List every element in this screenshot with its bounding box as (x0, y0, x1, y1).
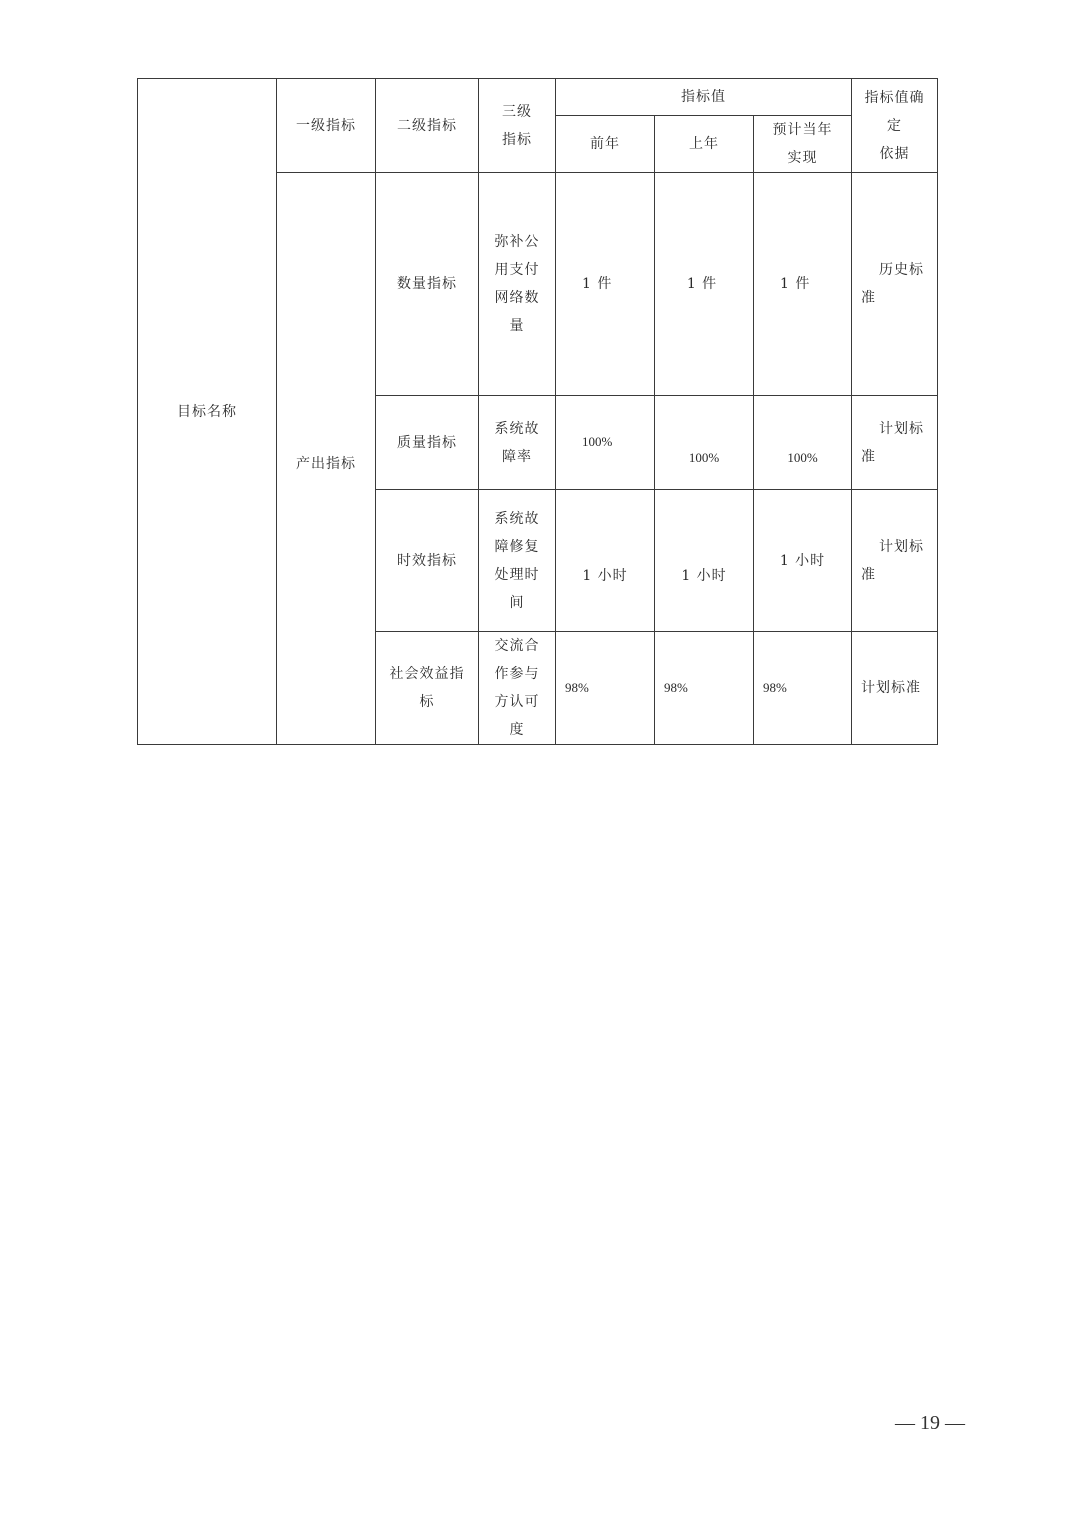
level1-header: 一级指标 (277, 79, 376, 173)
performance-indicator-table (137, 78, 938, 745)
current-value: 98% (754, 632, 852, 745)
prev1-value: 1 小时 (655, 490, 754, 632)
basis-header: 指标值确 定 依据 (852, 79, 938, 173)
level2-cell: 社会效益指 标 (376, 632, 479, 745)
prev1-header: 上年 (655, 116, 754, 173)
level2-cell: 数量指标 (376, 173, 479, 396)
level2-cell: 时效指标 (376, 490, 479, 632)
prev2-value: 1 件 (556, 173, 655, 396)
current-value: 1 小时 (754, 490, 852, 632)
level3-cell: 交流合 作参与 方认可 度 (479, 632, 556, 745)
indicator-value-header: 指标值 (556, 79, 852, 116)
level1-cell: 产出指标 (277, 173, 376, 745)
prev2-value: 100% (556, 396, 655, 490)
prev2-value: 1 小时 (556, 490, 655, 632)
current-header: 预计当年 实现 (754, 116, 852, 173)
basis-value: 计划标 准 (852, 396, 938, 490)
page-number: — 19 — (895, 1412, 965, 1434)
current-value: 100% (754, 396, 852, 490)
current-value: 1 件 (754, 173, 852, 396)
prev1-value: 100% (655, 396, 754, 490)
level2-header: 二级指标 (376, 79, 479, 173)
level3-header: 三级 指标 (479, 79, 556, 173)
level3-cell: 系统故 障率 (479, 396, 556, 490)
prev2-header: 前年 (556, 116, 655, 173)
basis-value: 计划标准 (852, 632, 938, 745)
basis-value: 计划标 准 (852, 490, 938, 632)
target-name-cell (138, 79, 277, 745)
level2-cell: 质量指标 (376, 396, 479, 490)
prev1-value: 1 件 (655, 173, 754, 396)
target-name-label: 目标名称 (177, 403, 237, 420)
prev1-value: 98% (655, 632, 754, 745)
level3-cell: 系统故 障修复 处理时 间 (479, 490, 556, 632)
prev2-value: 98% (556, 632, 655, 745)
level3-cell: 弥补公 用支付 网络数 量 (479, 173, 556, 396)
basis-value: 历史标 准 (852, 173, 938, 396)
